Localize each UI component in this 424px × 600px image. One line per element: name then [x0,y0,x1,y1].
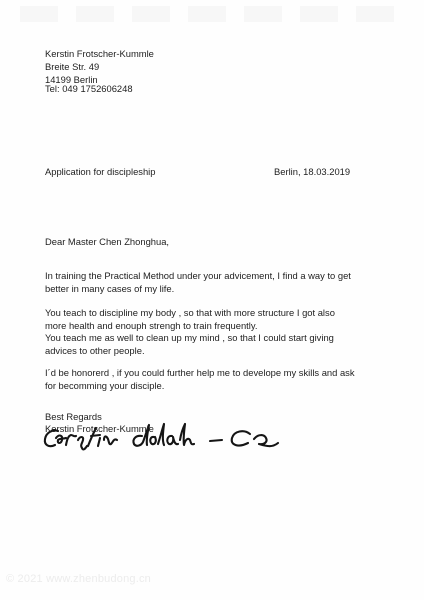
paragraph-2-line-4: advices to other people. [45,345,145,356]
sender-name: Kerstin Frotscher-Kummle [45,48,154,59]
sender-city: 14199 Berlin [45,74,98,85]
paragraph-1-line-1: In training the Practical Method under your advicement, I find a way to get [45,270,351,281]
sender-street: Breite Str. 49 [45,61,100,72]
scan-artifact [20,6,410,22]
subject-line: Application for discipleship [45,166,156,177]
watermark: © 2021 www.zhenbudong.cn [6,573,152,585]
paragraph-3-line-1: I´d be honorerd , if you could further help me to develope my skills and ask [45,367,355,378]
salutation: Dear Master Chen Zhonghua, [45,236,170,247]
signature-name: Kerstin Frotscher-Kummle [45,423,154,434]
paragraph-2-line-3: You teach me as well to clean up my mind , so that I could start giving [45,332,334,343]
paragraph-1-line-2: better in many cases of my life. [45,283,175,294]
paragraph-2-line-2: more health and enouph strengh to train frequently. [45,320,258,331]
closing: Best Regards [45,411,102,422]
place-date: Berlin, 18.03.2019 [274,166,351,177]
paragraph-3-line-2: for becomming your disciple. [45,380,165,391]
sender-phone: Tel: 049 1752606248 [45,83,133,94]
paragraph-2-line-1: You teach to discipline my body , so that with more structure I got also [45,307,335,318]
